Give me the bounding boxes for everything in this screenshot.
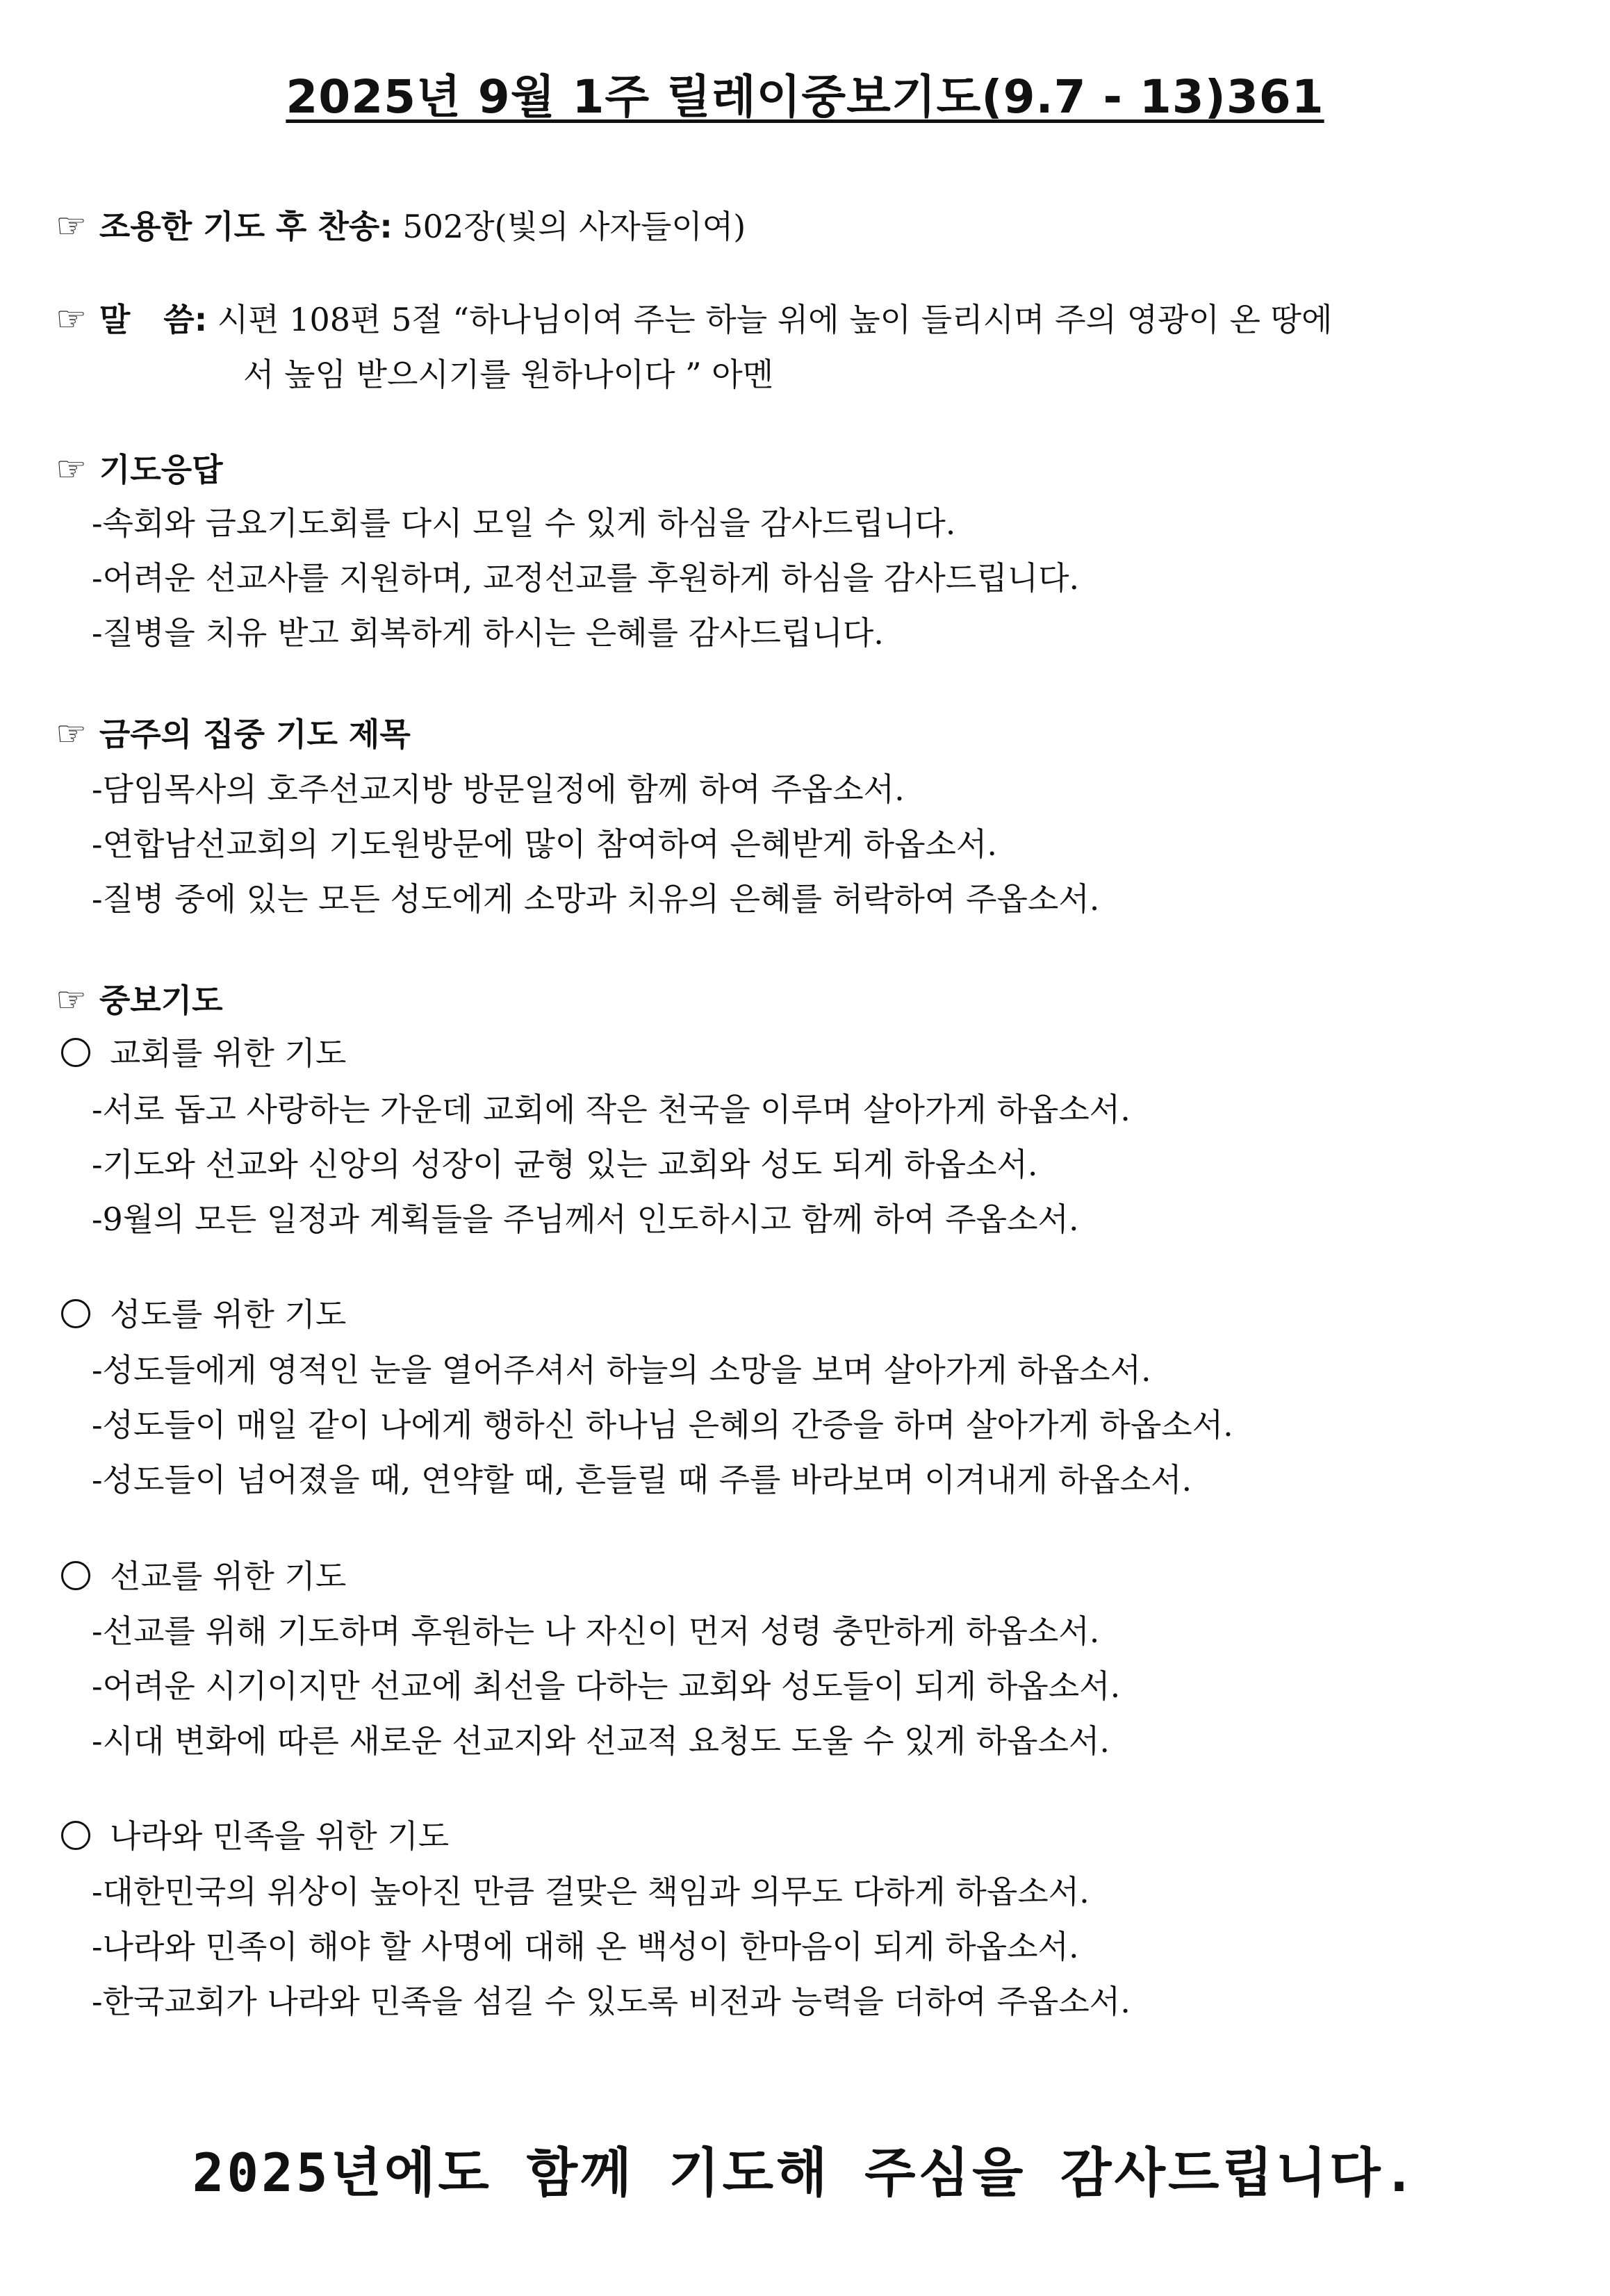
list-item: -담임목사의 호주선교지방 방문일정에 함께 하여 주옵소서.	[92, 770, 905, 808]
list-item: -서로 돕고 사랑하는 가운데 교회에 작은 천국을 이루며 살아가게 하옵소서.	[92, 1091, 1131, 1128]
answers-heading-line	[56, 449, 223, 490]
pointing-hand-icon: ☞	[56, 980, 87, 1020]
list-item: -질병을 치유 받고 회복하게 하시는 은혜를 감사드립니다.	[92, 614, 884, 652]
list-item: -9월의 모든 일정과 계획들을 주님께서 인도하시고 함께 하여 주옵소서.	[92, 1200, 1079, 1238]
group-title: 교회를 위한 기도	[110, 1034, 347, 1072]
group-title: 선교를 위한 기도	[110, 1558, 347, 1595]
list-item: -성도들에게 영적인 눈을 열어주셔서 하늘의 소망을 보며 살아가게 하옵소서.	[92, 1351, 1151, 1389]
list-item: -성도들이 넘어졌을 때, 연약할 때, 흔들릴 때 주를 바라보며 이겨내게 하옵소서.	[92, 1461, 1192, 1498]
hymn-text: 502장(빛의 사자들이여)	[402, 208, 746, 245]
intercession-heading-line	[56, 980, 223, 1021]
list-item: -한국교회가 나라와 민족을 섬길 수 있도록 비전과 능력을 더하여 주옵소서.	[92, 1983, 1131, 2020]
list-item: -속회와 금요기도회를 다시 모일 수 있게 하심을 감사드립니다.	[92, 504, 956, 542]
closing-message: 2025년에도 함께 기도해 주심을 감사드립니다.	[192, 2142, 1418, 2204]
group-title-line	[61, 1294, 346, 1335]
list-item: -기도와 선교와 신앙의 성장이 균형 있는 교회와 성도 되게 하옵소서.	[92, 1146, 1038, 1183]
pointing-hand-icon: ☞	[56, 206, 87, 246]
hymn-label: 조용한 기도 후 찬송:	[99, 208, 393, 245]
circle-icon	[61, 1299, 90, 1328]
group-title-line	[61, 1033, 346, 1073]
group-title-line	[61, 1556, 346, 1596]
list-item: -질병 중에 있는 모든 성도에게 소망과 치유의 은혜를 허락하여 주옵소서.	[92, 880, 1100, 918]
list-item: -선교를 위해 기도하며 후원하는 나 자신이 먼저 성령 충만하게 하옵소서.	[92, 1612, 1100, 1650]
word-label: 말 씀:	[99, 301, 208, 338]
circle-icon	[61, 1561, 90, 1590]
list-item: -성도들이 매일 같이 나에게 행하신 하나님 은혜의 간증을 하며 살아가게 하옵소서.	[92, 1406, 1233, 1444]
answers-heading: 기도응답	[99, 451, 223, 488]
list-item: -어려운 시기이지만 선교에 최선을 다하는 교회와 성도들이 되게 하옵소서.	[92, 1667, 1121, 1705]
word-line	[56, 299, 1332, 340]
group-title: 성도를 위한 기도	[110, 1296, 347, 1333]
word-text-line2: 서 높임 받으시기를 원하나이다 ” 아멘	[243, 356, 774, 393]
list-item: -시대 변화에 따른 새로운 선교지와 선교적 요청도 도울 수 있게 하옵소서.	[92, 1722, 1110, 1760]
circle-icon	[61, 1038, 90, 1067]
focus-heading: 금주의 집중 기도 제목	[99, 716, 411, 753]
list-item: -나라와 민족이 해야 할 사명에 대해 온 백성이 한마음이 되게 하옵소서.	[92, 1928, 1079, 1965]
pointing-hand-icon: ☞	[56, 299, 87, 339]
page-title: 2025년 9월 1주 릴레이중보기도(9.7 - 13)361	[286, 70, 1324, 124]
intercession-heading: 중보기도	[99, 982, 223, 1019]
hymn-line	[56, 206, 746, 247]
list-item: -연합남선교회의 기도원방문에 많이 참여하여 은혜받게 하옵소서.	[92, 825, 998, 863]
list-item: -대한민국의 위상이 높아진 만큼 걸맞은 책임과 의무도 다하게 하옵소서.	[92, 1873, 1090, 1910]
group-title: 나라와 민족을 위한 기도	[110, 1817, 450, 1855]
list-item: -어려운 선교사를 지원하며, 교정선교를 후원하게 하심을 감사드립니다.	[92, 559, 1080, 597]
pointing-hand-icon: ☞	[56, 713, 87, 754]
word-text-line1: 시편 108편 5절 “하나님이여 주는 하늘 위에 높이 들리시며 주의 영광이 온 땅에	[217, 301, 1333, 338]
group-title-line	[61, 1816, 449, 1856]
focus-heading-line	[56, 713, 411, 754]
circle-icon	[61, 1821, 90, 1850]
pointing-hand-icon: ☞	[56, 449, 87, 489]
